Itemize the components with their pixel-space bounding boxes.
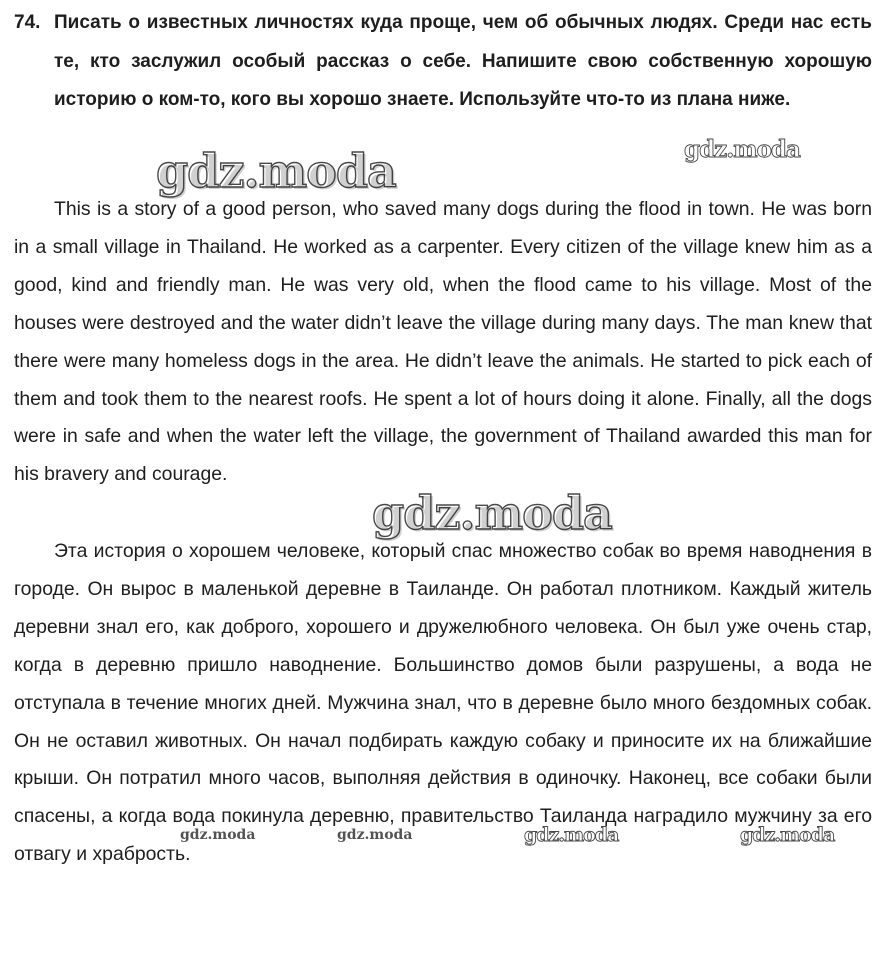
watermark-bottom-4: gdz.moda [740, 824, 835, 846]
task-number: 74. [14, 12, 41, 33]
watermark-bottom-3: gdz.moda [524, 824, 619, 846]
watermark-top-left: gdz.moda [156, 144, 396, 198]
russian-paragraph: Эта история о хорошем человеке, который спас множество собак во время наводнения в городе. Он вырос в маленькой деревне в Таиланде. Он работал плотником. Каждый житель деревни знал его, как доброго, хорошего и дружелюбного человека. Он был уже очень стар, когда в деревню пришло наводнение. Большинство домов были разрушены, а вода не отступала в течение многих дней. Мужчина знал, что в деревне было много бездомных собак. Он не оставил животных. Он начал подбирать каждую собаку и приносите их на ближайшие крыши. Он потратил много часов, выполняя действия в одиночку. Наконец, все собаки были спасены, а когда вода покинула деревню, правительство Таиланда наградило мужчину за его отвагу и храбрость. [14, 540, 872, 866]
task-block [14, 4, 872, 120]
watermark-middle: gdz.moda [372, 486, 612, 540]
watermark-bottom-2: gdz.moda [337, 827, 413, 843]
task-instruction: Писать о известных личностях куда проще, чем об обычных людях. Среди нас есть те, кто заслужил особый рассказ о себе. Напишите свою собственную хорошую историю о ком-то, кого вы хорошо знаете. Используйте что-то из плана ниже. [54, 12, 872, 110]
watermark-top-right: gdz.moda [684, 136, 800, 163]
english-paragraph: This is a story of a good person, who saved many dogs during the flood in town. He was born in a small village in Thailand. He worked as a carpenter. Every citizen of the village knew him as a good, kind and friendly man. He was very old, when the flood came to his village. Most of the houses were destroyed and the water didn’t leave the village during many days. The man knew that there were many homeless dogs in the area. He didn’t leave the animals. He started to pick each of them and took them to the nearest roofs. He spent a lot of hours doing it alone. Finally, all the dogs were in safe and when the water left the village, the government of Thailand awarded this man for his bravery and courage. [14, 198, 872, 486]
watermark-bottom-1: gdz.moda [180, 827, 256, 843]
